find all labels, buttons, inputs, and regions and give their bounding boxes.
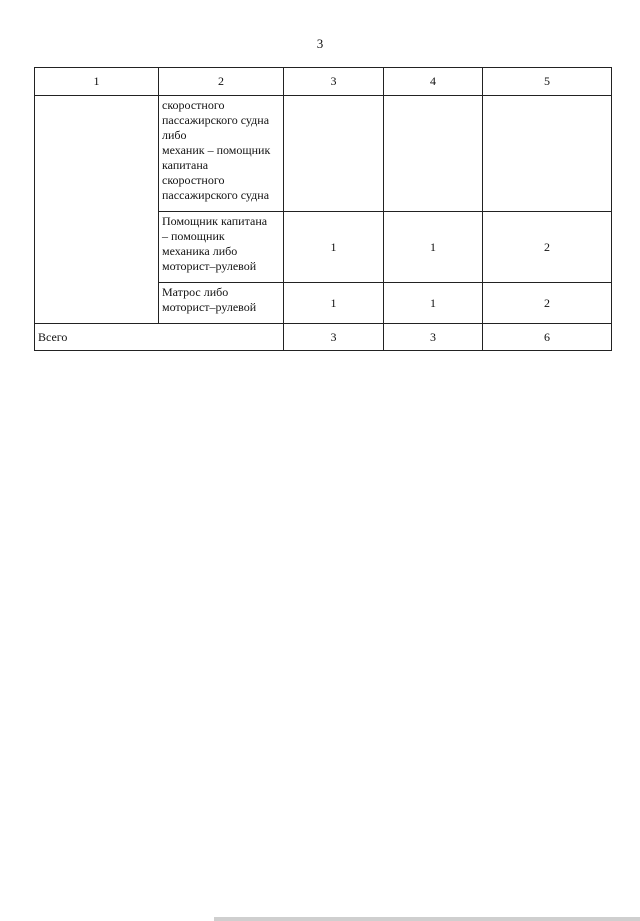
position-line: – помощник [162, 229, 225, 243]
position-line: пассажирского судна [162, 113, 270, 127]
position-line: либо [162, 128, 187, 142]
count-cell-col3: 1 [284, 283, 384, 324]
position-line: скоростного [162, 98, 225, 112]
position-cell [159, 96, 284, 212]
total-cell-col4: 3 [384, 324, 483, 351]
position-line: капитана [162, 158, 209, 172]
position-cell [159, 212, 284, 283]
total-row [35, 324, 612, 351]
header-cell-2: 2 [159, 68, 284, 96]
position-line: моторист–рулевой [162, 259, 257, 273]
position-line: пассажирского судна [162, 188, 270, 202]
header-cell-4: 4 [384, 68, 483, 96]
count-cell-col4: 1 [384, 212, 483, 283]
table-header-row [35, 68, 612, 96]
position-line: механик – помощник [162, 143, 271, 157]
table-row [35, 96, 612, 212]
page-number: 3 [316, 36, 324, 51]
count-cell-col4 [384, 96, 483, 212]
count-cell-col4: 1 [384, 283, 483, 324]
position-cell [159, 283, 284, 324]
header-cell-3: 3 [284, 68, 384, 96]
count-cell-col3: 1 [284, 212, 384, 283]
header-cell-1: 1 [35, 68, 159, 96]
total-label: Всего [35, 324, 284, 351]
position-line: механика либо [162, 244, 238, 258]
count-cell-col5 [483, 96, 612, 212]
scan-edge-shadow [214, 917, 640, 921]
position-line: Помощник капитана [162, 214, 268, 228]
position-line: моторист–рулевой [162, 300, 257, 314]
count-cell-col5: 2 [483, 212, 612, 283]
row-group-col1-cell [35, 96, 159, 324]
position-line: Матрос либо [162, 285, 229, 299]
count-cell-col3 [284, 96, 384, 212]
staffing-table [34, 67, 612, 351]
total-cell-col3: 3 [284, 324, 384, 351]
count-cell-col5: 2 [483, 283, 612, 324]
header-cell-5: 5 [483, 68, 612, 96]
position-line: скоростного [162, 173, 225, 187]
total-cell-col5: 6 [483, 324, 612, 351]
